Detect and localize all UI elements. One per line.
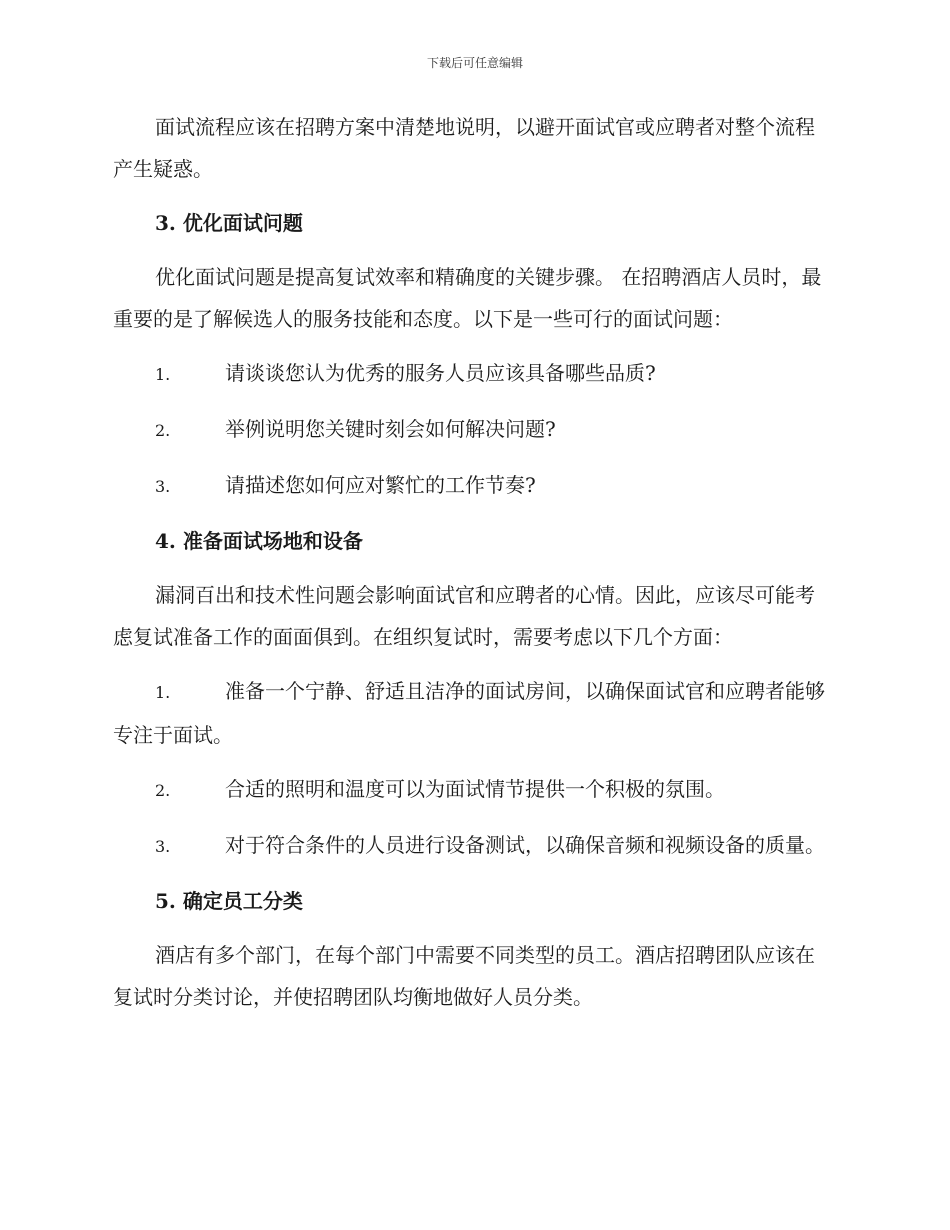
list-number: 2.	[155, 781, 171, 800]
paragraph: 面试流程应该在招聘方案中清楚地说明，以避开面试官或应聘者对整个流程产生疑惑。	[113, 115, 815, 181]
page-header: 下载后可任意编辑	[426, 56, 523, 70]
paragraph: 优化面试问题是提高复试效率和精确度的关键步骤。 在招聘酒店人员时，最重要的是了解候选人的服务技能和态度。以下是一些可行的面试问题：	[113, 265, 822, 331]
list-number: 2.	[155, 421, 171, 440]
list-text: 举例说明您关键时刻会如何解决问题?	[225, 417, 556, 441]
list-text: 请谈谈您认为优秀的服务人员应该具备哪些品质?	[225, 361, 656, 385]
section-heading: 5. 确定员工分类	[155, 889, 303, 913]
list-text: 合适的照明和温度可以为面试情节提供一个积极的氛围。	[225, 777, 725, 801]
paragraph: 酒店有多个部门，在每个部门中需要不同类型的员工。酒店招聘团队应该在复试时分类讨论，并使招聘团队均衡地做好人员分类。	[113, 943, 815, 1009]
list-item	[113, 824, 833, 868]
section-heading: 3. 优化面试问题	[155, 211, 303, 235]
list-text: 对于符合条件的人员进行设备测试，以确保音频和视频设备的质量。	[225, 833, 825, 857]
list-item	[113, 670, 833, 756]
list-item	[113, 408, 833, 452]
list-item	[113, 464, 833, 508]
document-body	[113, 106, 833, 1030]
list-text: 请描述您如何应对繁忙的工作节奏?	[225, 473, 536, 497]
list-item	[113, 352, 833, 396]
list-number: 3.	[155, 837, 171, 856]
list-number: 1.	[155, 365, 171, 384]
list-item	[113, 768, 833, 812]
list-number: 1.	[155, 683, 171, 702]
section-heading: 4. 准备面试场地和设备	[155, 529, 363, 553]
list-text: 准备一个宁静、舒适且洁净的面试房间，以确保面试官和应聘者能够专注于面试。	[113, 679, 825, 747]
paragraph: 漏洞百出和技术性问题会影响面试官和应聘者的心情。因此，应该尽可能考虑复试准备工作的面面俱到。在组织复试时，需要考虑以下几个方面：	[113, 583, 815, 649]
list-number: 3.	[155, 477, 171, 496]
